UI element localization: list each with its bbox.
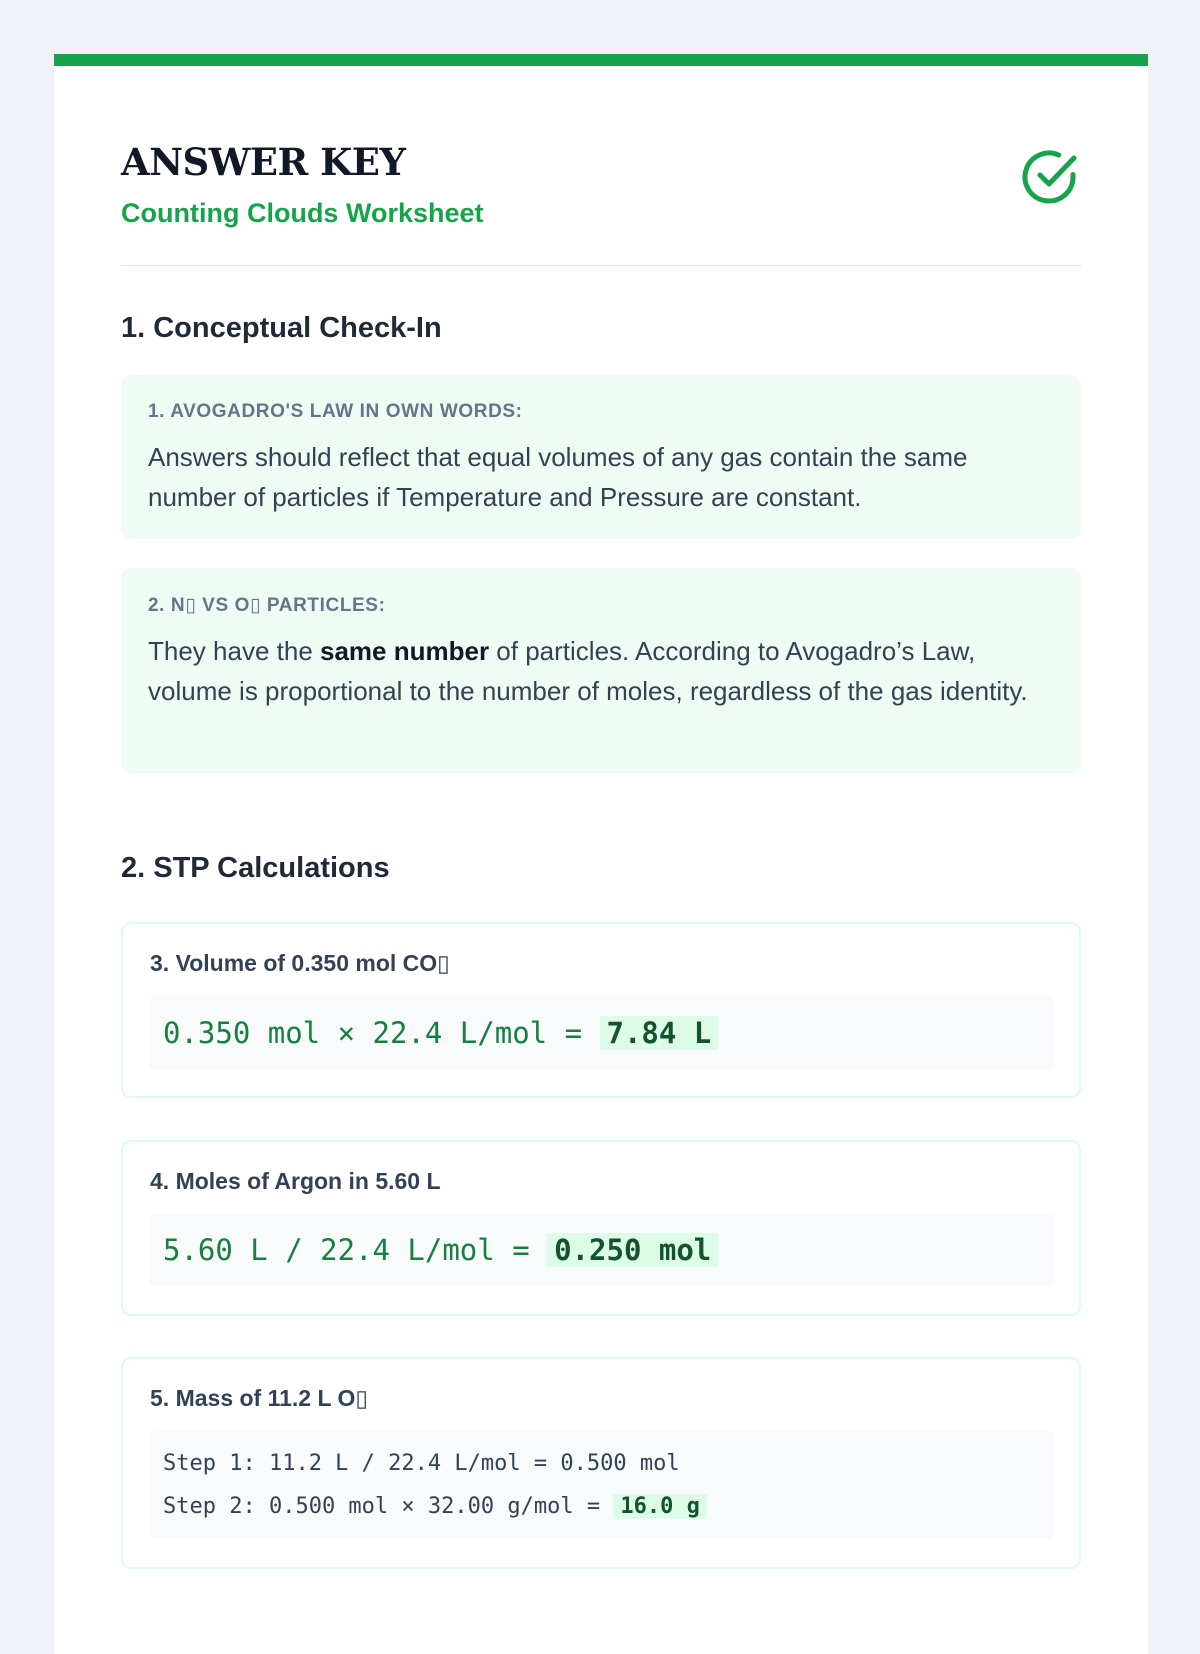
calculation-title: 5. Mass of 11.2 L O▯ xyxy=(150,1385,369,1411)
calculation-title: 4. Moles of Argon in 5.60 L xyxy=(150,1168,441,1194)
question-label: 2. N▯ VS O▯ PARTICLES: xyxy=(148,595,386,616)
answer-text xyxy=(148,631,1055,711)
answer-box xyxy=(121,568,1081,773)
section-stp-title: 2. STP Calculations xyxy=(121,852,390,884)
answer-text-part: of particles. According to Avogadro’s Law, volume is proportional to the number of moles, regardless of the gas identity. xyxy=(148,636,1028,706)
calculation-card xyxy=(121,1140,1081,1316)
equation-step-2 xyxy=(163,1485,1055,1528)
equation-step-1: Step 1: 11.2 L / 22.4 L/mol = 0.500 mol xyxy=(163,1451,680,1476)
equation-box xyxy=(149,1431,1055,1539)
calculation-card xyxy=(121,1357,1081,1569)
calculation-card xyxy=(121,922,1081,1098)
equation: 0.350 mol × 22.4 L/mol = xyxy=(163,1016,600,1050)
check-circle-icon xyxy=(1017,145,1081,209)
answer-text: Answers should reflect that equal volumes of any gas contain the same number of particles if Temperature and Pressure are constant. xyxy=(148,442,968,512)
equation-box xyxy=(149,996,1055,1070)
equation-box xyxy=(149,1214,1055,1286)
worksheet-subtitle: Counting Clouds Worksheet xyxy=(121,198,484,228)
answer-text-part: They have the xyxy=(148,636,320,666)
calculation-title: 3. Volume of 0.350 mol CO▯ xyxy=(150,950,450,976)
page-title: ANSWER KEY xyxy=(121,140,406,184)
section-conceptual-title: 1. Conceptual Check-In xyxy=(121,312,442,344)
answer-box xyxy=(121,375,1081,539)
answer-highlight: 7.84 L xyxy=(600,1016,719,1050)
answer-emphasis: same number xyxy=(320,636,490,666)
answer-key-card xyxy=(54,54,1148,1654)
header xyxy=(121,140,1081,266)
equation: 5.60 L / 22.4 L/mol = xyxy=(163,1233,548,1267)
equation: Step 2: 0.500 mol × 32.00 g/mol = xyxy=(163,1494,614,1519)
answer-highlight: 0.250 mol xyxy=(547,1233,718,1267)
question-label: 1. AVOGADRO'S LAW IN OWN WORDS: xyxy=(148,401,523,422)
answer-highlight: 16.0 g xyxy=(613,1494,706,1519)
